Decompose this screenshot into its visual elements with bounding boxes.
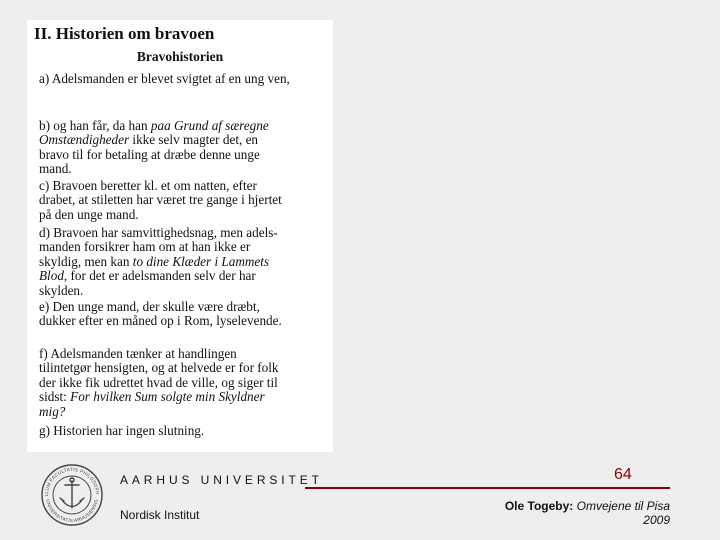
paragraph-line: på den unge mand. (39, 206, 139, 222)
paragraph-line: mig? (39, 403, 66, 419)
institute-name: Nordisk Institut (120, 508, 200, 522)
work-title: Omvejene til Pisa (576, 499, 670, 513)
author-credit (505, 499, 670, 513)
paragraph-a (39, 72, 333, 86)
paragraph-e (39, 300, 333, 329)
document-image (27, 20, 333, 452)
seal-text-top: LLUM FACULTATIS PHILOSOPH (43, 466, 101, 497)
paragraph-line: manden forsikrer ham om at han ikke er (39, 239, 251, 255)
publication-year: 2009 (643, 513, 670, 527)
paragraph-line: e) Den unge mand, der skulle være dræbt, (39, 299, 260, 314)
paragraph-line: a) Adelsmanden er blevet svigtet af en ung ven, (39, 71, 290, 86)
university-seal-icon (40, 463, 104, 527)
paragraph-line: bravo til for betaling at dræbe denne unge (39, 146, 260, 162)
document-heading: II. Historien om bravoen (34, 24, 215, 43)
paragraph-c (39, 179, 333, 222)
paragraph-line: skylden. (39, 282, 84, 298)
footer-divider (305, 487, 670, 489)
paragraph-f (39, 347, 333, 419)
paragraph-line: f) Adelsmanden tænker at handlingen (39, 346, 237, 361)
paragraph-line: mand. (39, 161, 72, 177)
author-name: Ole Togeby: (504, 499, 574, 513)
paragraph-g (39, 424, 333, 438)
paragraph-line: c) Bravoen beretter kl. et om natten, efter (39, 178, 257, 193)
seal-text-bottom: UNIVERSITATIS ARHUSIENSIS (45, 498, 99, 524)
paragraph-line: dukker efter en måned op i Rom, lyselevende. (39, 313, 282, 329)
paragraph-b (39, 119, 333, 177)
paragraph-line: g) Historien har ingen slutning. (39, 423, 205, 438)
university-name: AARHUS UNIVERSITET (120, 473, 323, 487)
paragraph-line: skyldig, men kan to dine Klæder i Lammets (39, 253, 270, 269)
paragraph-line: Omstændigheder ikke selv magter det, en (39, 132, 259, 148)
paragraph-line: Blod, for det er adelsmanden selv der har (39, 268, 256, 284)
paragraph-line: d) Bravoen har samvittighedsnag, men adels- (39, 225, 278, 240)
paragraph-line: tilintetgør hensigten, og at helvede er for folk (39, 360, 279, 376)
document-subheading: Bravohistorien (136, 49, 224, 64)
paragraph-d (39, 226, 333, 298)
paragraph-line: sidst: For hvilken Sum solgte min Skyldner (39, 389, 265, 405)
paragraph-line: b) og han får, da han paa Grund af særegne (39, 118, 269, 133)
paragraph-line: drabet, at stiletten har været tre gange i hjertet (39, 192, 282, 208)
paragraph-line: der ikke fik udrettet hvad de ville, og siger til (39, 374, 278, 390)
page-number: 64 (614, 466, 632, 483)
